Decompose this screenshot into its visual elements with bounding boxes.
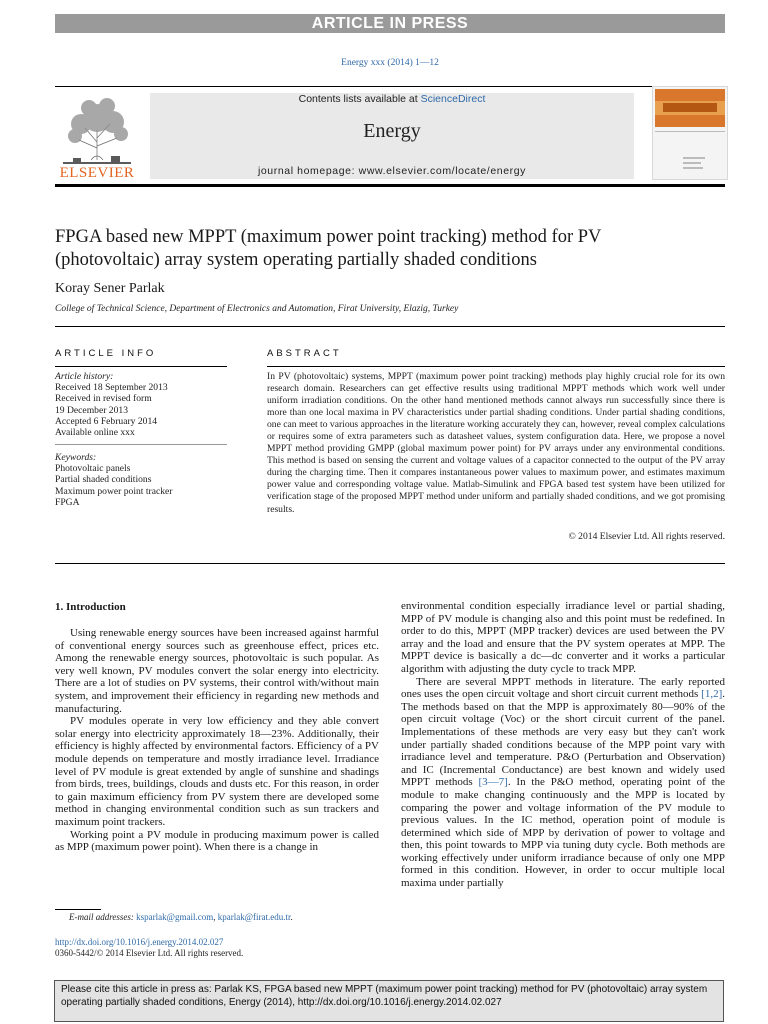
keywords-list <box>55 452 235 508</box>
paragraph: Using renewable energy sources have been increased against harmful of conventional energy sources such as greenhouse effect, prices etc. Among the renewable energy sources, photovoltaic is such popular. As very well known, PV modules convert the solar energy into electricity. There are a lot of studies on PV systems, their control with/without main system, and improvement their efficiency in regarding new methods and manufacturing. <box>55 627 379 715</box>
history-revised-label: Received in revised form <box>55 393 152 405</box>
author-name: Koray Sener Parlak <box>55 281 165 296</box>
author-affiliation: College of Technical Science, Department of Electronics and Automation, Firat University, Elazig, Turkey <box>55 304 459 314</box>
keyword: Maximum power point tracker <box>55 485 173 497</box>
article-in-press-banner: ARTICLE IN PRESS <box>55 14 725 33</box>
journal-name: Energy <box>363 120 421 142</box>
title-rule <box>55 326 725 327</box>
article-title: FPGA based new MPPT (maximum power point tracking) method for PV (photovoltaic) array system operating partially shaded conditions <box>55 227 602 270</box>
history-accepted: Accepted 6 February 2014 <box>55 415 158 427</box>
keyword: Partial shaded conditions <box>55 474 152 486</box>
cover-art <box>653 87 727 179</box>
right-column <box>401 600 725 890</box>
footnote-rule <box>55 909 101 910</box>
article-history <box>55 371 235 438</box>
issn-copyright: 0360-5442/© 2014 Elsevier Ltd. All rights reserved. <box>55 948 244 958</box>
doi-link[interactable]: http://dx.doi.org/10.1016/j.energy.2014.02.027 <box>55 937 224 947</box>
history-label: Article history: <box>55 371 114 382</box>
cite-notice-box: Please cite this article in press as: Parlak KS, FPGA based new MPPT (maximum power point tracking) method for PV (photovoltaic) array system operating partially shaded conditions, Energy (2014), http://dx.doi.org/10.1016/j.energy.2014.02.027 <box>54 980 724 1022</box>
left-column <box>55 627 379 854</box>
paragraph <box>401 676 725 890</box>
abstract-rule <box>267 366 725 367</box>
paragraph: PV modules operate in very low efficiency and they able convert solar energy into electricity approximately 18—23%. Additionally, their efficiency is highly affected by environmental factors. Efficiency of a PV module depends on temperature and mostly irradiance level. Irradiance level of PV module is great extended by angle of sunshine and shadings from birds, trees, buildings, clouds and dusts etc. For this reason, in order to gain maximum efficiency from PV system there are developed some method in changing environmental condition such as sun trackers and maximum point trackers. <box>55 715 379 828</box>
paragraph-text: . The methods based on that the MPP is approximately 80—90% of the open circuit voltage (Voc) or the short circuit current of the panel. Implementations of these methods are very easy but they can't work under partially shaded conditions because of the MPP point vary with irradiance level and temperature. P&O (Perturbation and Observation) and IC (Incremental Conductance) are best known and widely used MPPT methods <box>401 688 725 789</box>
history-revised-date: 19 December 2013 <box>55 404 128 416</box>
abstract-text: In PV (photovoltaic) systems, MPPT (maximum power point tracking) methods play highly crucial role for its own research domain. Researchers can get effective results using traditional MPPT methods which work well under uniform irradiation conditions. On the other hand mentioned methods cannot always run successfully since there is more than one local maxima in PV characteristics under partial shading conditions. Under partial shading conditions, one can meet to various approaches in the literature working accurately they can, however, reveal complex calculations or requires some of extra parameters such as datasheet values, system configuration data. Here, we propose a novel MPPT method providing GMPP (global maximum power point) for PV arrays under any environmental conditions. This method is based on sensing the current and voltage values of a capacitor connected to the output of the PV array during the charging time. Then it compares instantaneous power values to maximum power, and estimates maximum power value and corresponding voltage value. Matlab-Simulink and FPGA based test system have been utilized for verification stage of the proposed MPPT method under uniform and partially shaded conditions, and we got promising results. <box>267 371 725 515</box>
email-link[interactable]: kparlak@firat.edu.tr <box>217 912 291 922</box>
reference-link[interactable]: [3—7] <box>478 776 508 789</box>
email-link[interactable]: ksparlak@gmail.com <box>136 912 214 922</box>
header-top-rule <box>55 86 725 87</box>
history-received: Received 18 September 2013 <box>55 382 168 394</box>
article-info-heading: ARTICLE INFO <box>55 348 157 359</box>
abstract-copyright: © 2014 Elsevier Ltd. All rights reserved. <box>568 531 725 542</box>
paragraph-text: . In the P&O method, operating point of the module to make changing continuously and the MPP is located by comparing the power and voltage information of the PV module to previous values. In the IC method, operation point of module is determined which side of MPP by derivation of power to voltage and then, this point towards to MPP via tuning duty cycle. Both methods are working effectively under uniform irradiance because of only one MPP formed in this condition. However, in order to occur multiple local maxima under partially <box>401 776 726 890</box>
history-online: Available online xxx <box>55 427 135 439</box>
contents-line <box>150 93 634 105</box>
reference-link[interactable]: [1,2] <box>701 688 723 701</box>
journal-homepage[interactable]: journal homepage: www.elsevier.com/locate/energy <box>257 165 527 177</box>
email-footnote <box>55 912 293 922</box>
email-end: . <box>290 912 293 922</box>
email-label: E-mail addresses: <box>69 912 137 922</box>
journal-citation-line[interactable]: Energy xxx (2014) 1—12 <box>341 58 439 68</box>
paragraph-text: There are several MPPT methods in literature. The early reported ones uses the open circuit voltage and short circuit current methods <box>401 675 725 701</box>
paragraph: Working point a PV module in producing maximum power is called as MPP (maximum power point). When there is a change in <box>55 828 379 854</box>
keyword: Photovoltaic panels <box>55 463 131 475</box>
article-info-rule <box>55 366 227 367</box>
keyword: FPGA <box>55 496 80 508</box>
journal-cover-thumbnail <box>652 86 728 180</box>
abstract-heading: ABSTRACT <box>267 348 342 359</box>
contents-prefix: Contents lists available at <box>298 93 421 105</box>
introduction-heading: 1. Introduction <box>55 601 126 613</box>
email-separator: , <box>213 912 218 922</box>
abstract-bottom-rule <box>55 563 725 564</box>
header-bottom-rule <box>55 184 725 187</box>
elsevier-wordmark: ELSEVIER <box>59 165 135 181</box>
sciencedirect-link[interactable]: ScienceDirect <box>420 93 486 105</box>
paragraph: environmental condition especially irradiance level or partial shading, MPP of PV module is changing also and this point must be redefined. In order to do this, MPPT (MPP tracker) devices are used between the PV array and the load and ensure that the PV system operates at MPP. The MPPT device is basically a dc—dc converter and it works a particular algorithm with adjusting the duty cycle to track MPP. <box>401 600 725 675</box>
keywords-label: Keywords: <box>55 452 97 463</box>
keywords-rule <box>55 444 227 445</box>
